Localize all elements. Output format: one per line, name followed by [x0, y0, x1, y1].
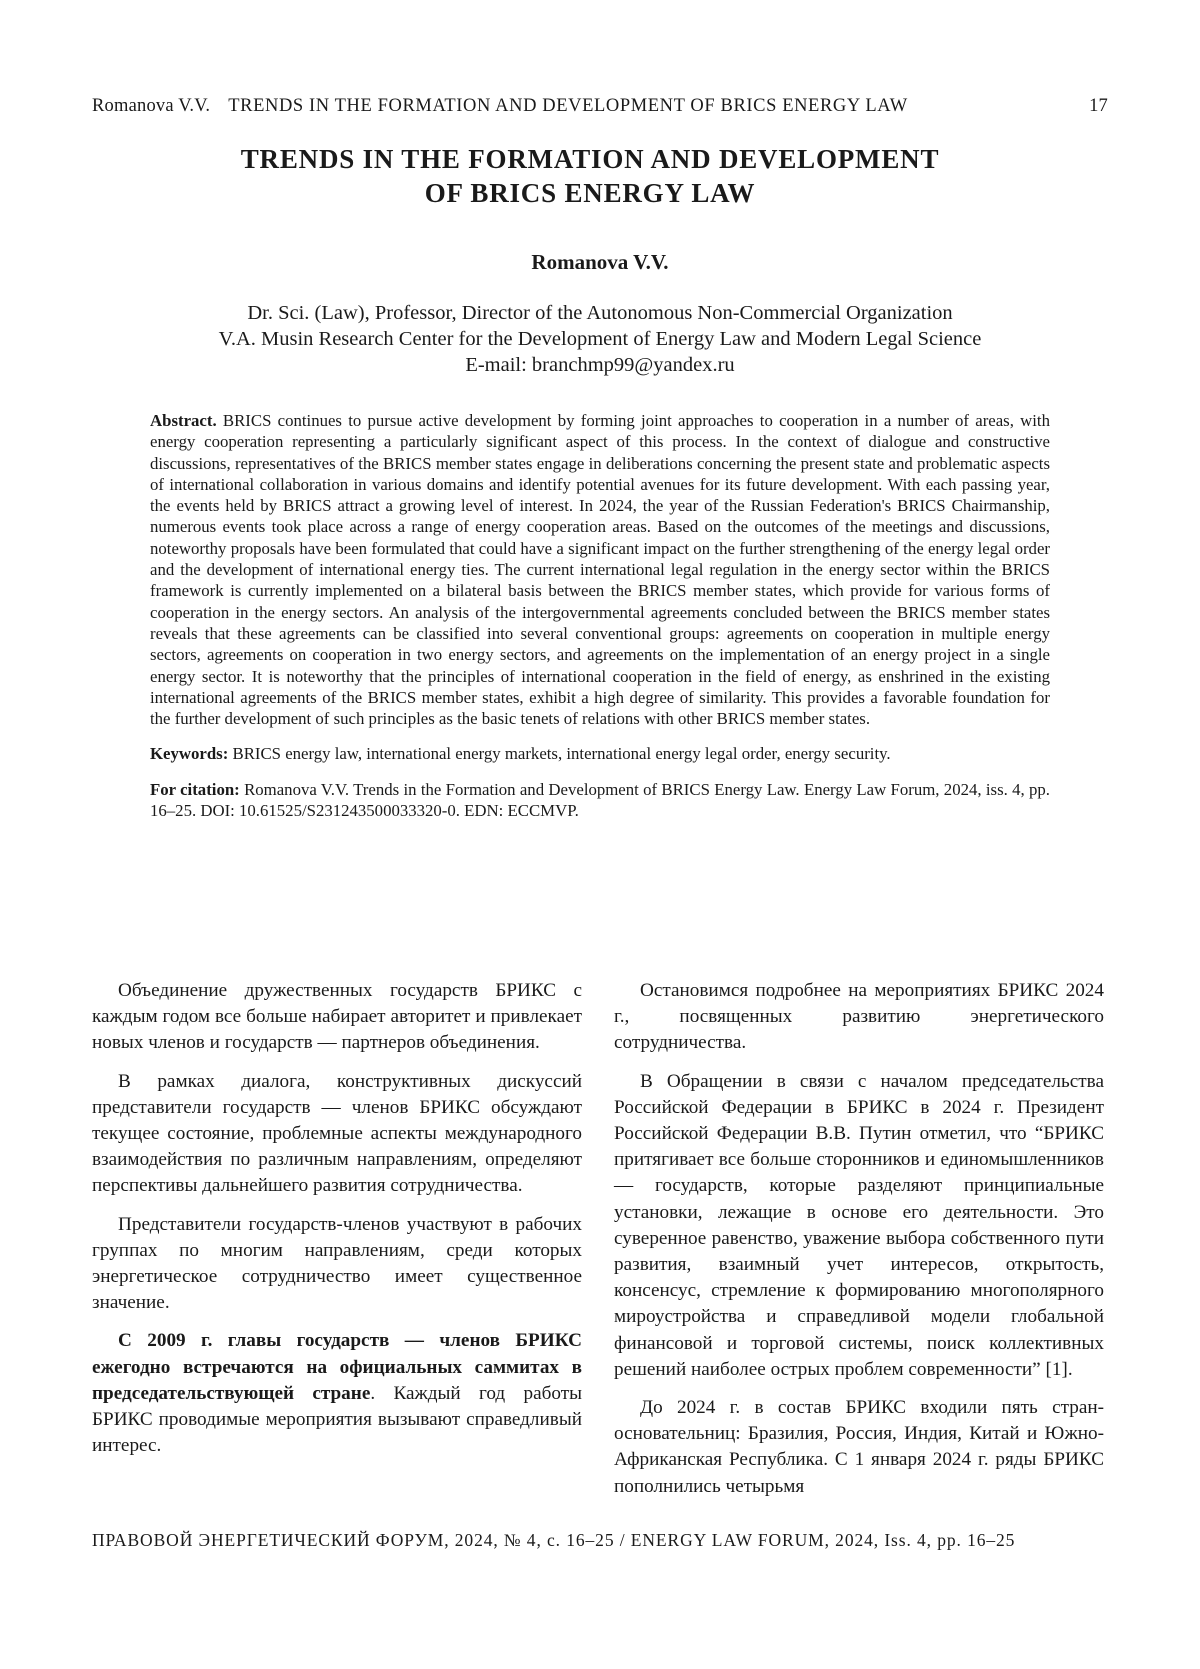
body-paragraph: Остановимся подробнее на мероприятиях БРИКС 2024 г., посвященных развитию энергетического сотрудничества.: [614, 980, 1104, 1054]
citation-label: For citation:: [150, 779, 240, 799]
author-affiliation: [0, 300, 1200, 378]
article-title: [0, 142, 1200, 210]
keywords-label: Keywords:: [150, 744, 229, 764]
running-head-author: Romanova V.V.: [92, 96, 211, 116]
body-paragraph: Объединение дружественных государств БРИКС с каждым годом все больше набирает авторитет и привлекает новых членов и государств — партнеров объединения.: [92, 980, 582, 1054]
journal-footer: ПРАВОВОЙ ЭНЕРГЕТИЧЕСКИЙ ФОРУМ, 2024, № 4, с. 16–25 / ENERGY LAW FORUM, 2024, Iss. 4, pp. 16–25: [92, 1530, 1016, 1550]
abstract-label: Abstract.: [150, 411, 217, 430]
body-paragraph: До 2024 г. в состав БРИКС входили пять стран-основательниц: Бразилия, Россия, Индия, Китай и Южно-Африканская Республика. С 1 января 2024 г. ряды БРИКС пополнились четырьмя: [614, 1397, 1104, 1497]
running-head-title: TRENDS IN THE FORMATION AND DEVELOPMENT OF BRICS ENERGY LAW: [228, 96, 908, 116]
body-paragraph: В рамках диалога, конструктивных дискуссий представители государств — членов БРИКС обсуждают текущее состояние, проблемные аспекты международного взаимодействия по различным направлениям, определяют перспективы дальнейшего развития сотрудничества.: [92, 1070, 582, 1197]
affiliation-line2: V.A. Musin Research Center for the Development of Energy Law and Modern Legal Science: [218, 328, 982, 350]
citation-text: Romanova V.V. Trends in the Formation and Development of BRICS Energy Law. Energy Law Forum, 2024, iss. 4, pp. 16–25. DOI: 10.61525/S231243500033320-0. EDN: ECCMVP.: [150, 779, 1050, 821]
abstract-text: BRICS continues to pursue active development by forming joint approaches to cooperation in a number of areas, with energy cooperation representing a particularly significant aspect of this process. In the context of dialogue and constructive discussions, representatives of the BRICS member states engage in deliberations concerning the present state and problematic aspects of international collaboration in various domains and identify potential avenues for its future development. With each passing year, the events held by BRICS attract a growing level of interest. In 2024, the year of the Russian Federation's BRICS Chairmanship, numerous events took place across a range of energy cooperation areas. Based on the outcomes of the meetings and discussions, noteworthy proposals have been formulated that could have a significant impact on the further strengthening of the energy legal order and the development of international energy ties. The current international legal regulation in the energy sector within the BRICS framework is currently implemented on a bilateral basis between the BRICS member states, which provide for various forms of cooperation in the energy sectors. An analysis of the intergovernmental agreements concluded between the BRICS member states reveals that these agreements can be classified into several conventional groups: agreements on cooperation in multiple energy sectors, agreements on cooperation in two energy sectors, and agreements on the implementation of an energy project in a single energy sector. It is noteworthy that the principles of international cooperation in the field of energy, as enshrined in the existing international agreements of the BRICS member states, exhibit a high degree of similarity. This provides a favorable foundation for the further development of such principles as the basic tenets of relations with other BRICS member states.: [150, 411, 1050, 729]
article-title-line2: OF BRICS ENERGY LAW: [424, 178, 756, 208]
body-emphasis: С 2009 г. главы государств — членов БРИКС ежегодно встречаются на официальных саммитах в председательствующей стране: [92, 1330, 582, 1404]
running-head-left: [92, 96, 908, 117]
running-head: [92, 96, 1108, 117]
body-text: . Каждый год работы БРИКС проводимые мероприятия вызывают справедливый интерес.: [92, 1382, 582, 1457]
citation: [150, 779, 1050, 822]
abstract-block: [150, 410, 1050, 835]
page-number: 17: [1089, 96, 1108, 116]
affiliation-line1: Dr. Sci. (Law), Professor, Director of the Autonomous Non-Commercial Organization: [247, 302, 953, 324]
author-email: E-mail: branchmp99@yandex.ru: [465, 354, 735, 376]
article-author: Romanova V.V.: [531, 250, 669, 274]
article-title-line1: TRENDS IN THE FORMATION AND DEVELOPMENT: [240, 144, 940, 174]
body-paragraph: В Обращении в связи с началом председательства Российской Федерации в БРИКС в 2024 г. Президент Российской Федерации В.В. Путин отметил, что “БРИКС притягивает все больше сторонников и единомышленников — государств, которые разделяют принципиальные установки, лежащие в основе его деятельности. Это суверенное равенство, уважение выбора собственного пути развития, взаимный учет интересов, открытость, консенсус, стремление к формированию многополярного мироустройства и справедливой модели глобальной финансовой и торговой системы, поиск коллективных решений наиболее острых проблем современности” [1].: [614, 1070, 1104, 1380]
keywords: [150, 743, 1050, 764]
body-paragraph: [92, 1328, 582, 1459]
body-column-left: [92, 978, 582, 1471]
keywords-text: BRICS energy law, international energy markets, international energy legal order, energy security.: [232, 744, 891, 764]
abstract: [150, 410, 1050, 729]
body-column-right: [614, 978, 1104, 1512]
body-paragraph: Представители государств-членов участвуют в рабочих группах по многим направлениям, среди которых энергетическое сотрудничество имеет существенное значение.: [92, 1213, 582, 1314]
